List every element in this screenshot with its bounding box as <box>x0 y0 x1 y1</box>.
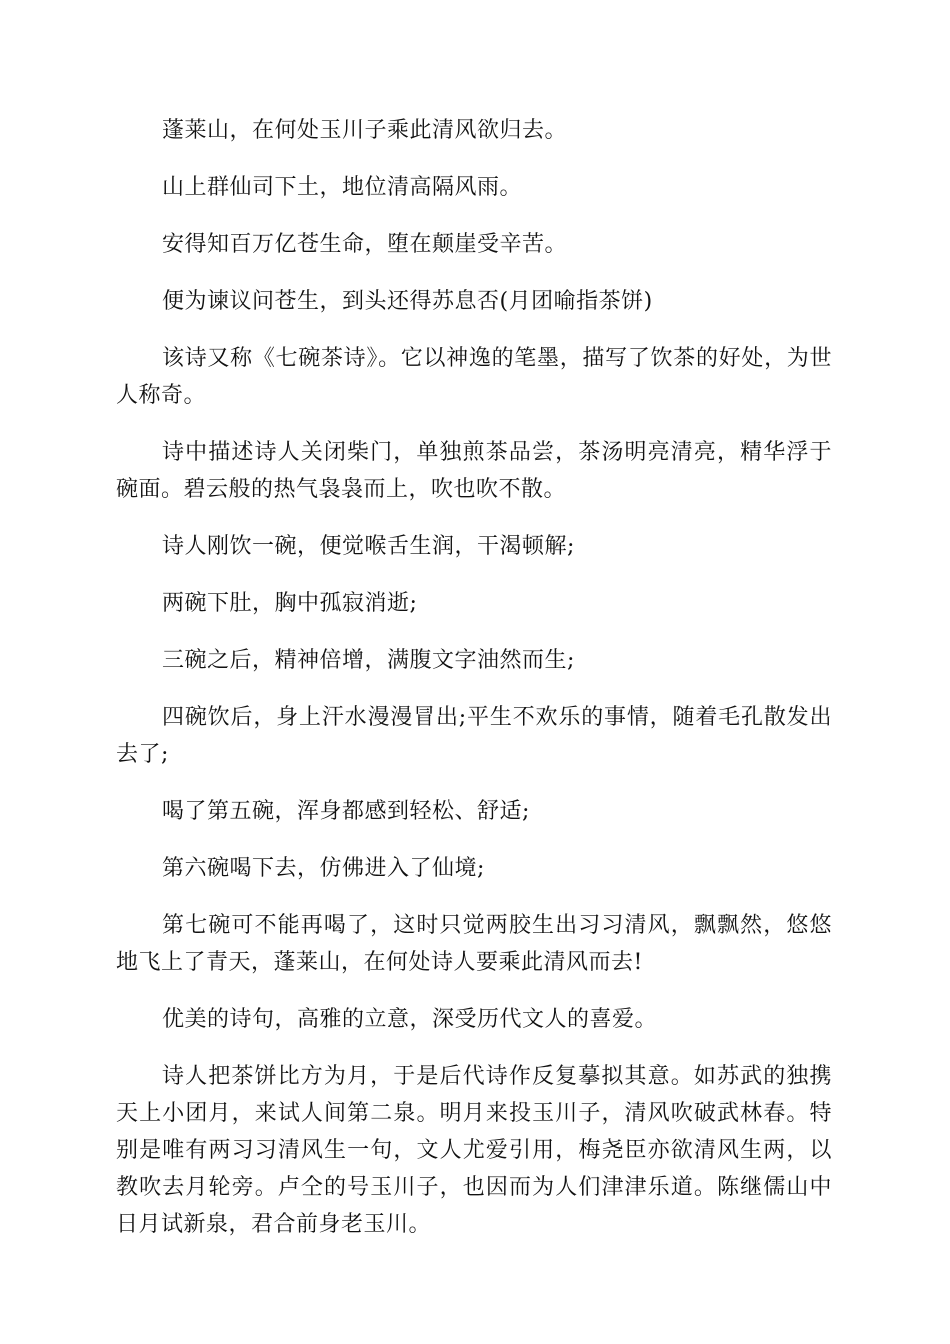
paragraph-6: 诗中描述诗人关闭柴门，单独煎茶品尝，茶汤明亮清亮，精华浮于碗面。碧云般的热气袅袅而上，吹也吹不散。 <box>116 440 832 502</box>
paragraph-2: 山上群仙司下土，地位清高隔风雨。 <box>162 175 523 200</box>
paragraph-14: 优美的诗句，高雅的立意，深受历代文人的喜爱。 <box>162 1007 658 1032</box>
document-body <box>116 112 832 1263</box>
paragraph-10: 四碗饮后，身上汗水漫漫冒出;平生不欢乐的事情，随着毛孔散发出去了; <box>116 705 832 767</box>
paragraph-1: 蓬莱山，在何处玉川子乘此清风欲归去。 <box>162 118 568 143</box>
paragraph-13: 第七碗可不能再喝了，这时只觉两胶生出习习清风，飘飘然，悠悠地飞上了青天，蓬莱山，在何处诗人要乘此清风而去! <box>116 913 832 975</box>
paragraph-15: 诗人把茶饼比方为月，于是后代诗作反复摹拟其意。如苏武的独携天上小团月，来试人间第二泉。明月来投玉川子，清风吹破武林春。特别是唯有两习习清风生一句，文人尤爱引用，梅尧臣亦欲清风生两，以教吹去月轮旁。卢仝的号玉川子，也因而为人们津津乐道。陈继儒山中日月试新泉，君合前身老玉川。 <box>116 1064 832 1237</box>
paragraph-8: 两碗下肚，胸中孤寂消逝; <box>162 591 418 616</box>
paragraph-4: 便为谏议问苍生，到头还得苏息否(月团喻指茶饼) <box>162 289 653 314</box>
paragraph-11: 喝了第五碗，浑身都感到轻松、舒适; <box>162 799 530 824</box>
paragraph-3: 安得知百万亿苍生命，堕在颠崖受辛苦。 <box>162 232 568 257</box>
paragraph-12: 第六碗喝下去，仿佛进入了仙境; <box>162 856 485 881</box>
paragraph-7: 诗人刚饮一碗，便觉喉舌生润，干渴顿解; <box>162 534 575 559</box>
paragraph-5: 该诗又称《七碗茶诗》。它以神逸的笔墨，描写了饮茶的好处，为世人称奇。 <box>116 346 832 408</box>
paragraph-9: 三碗之后，精神倍增，满腹文字油然而生; <box>162 648 575 673</box>
